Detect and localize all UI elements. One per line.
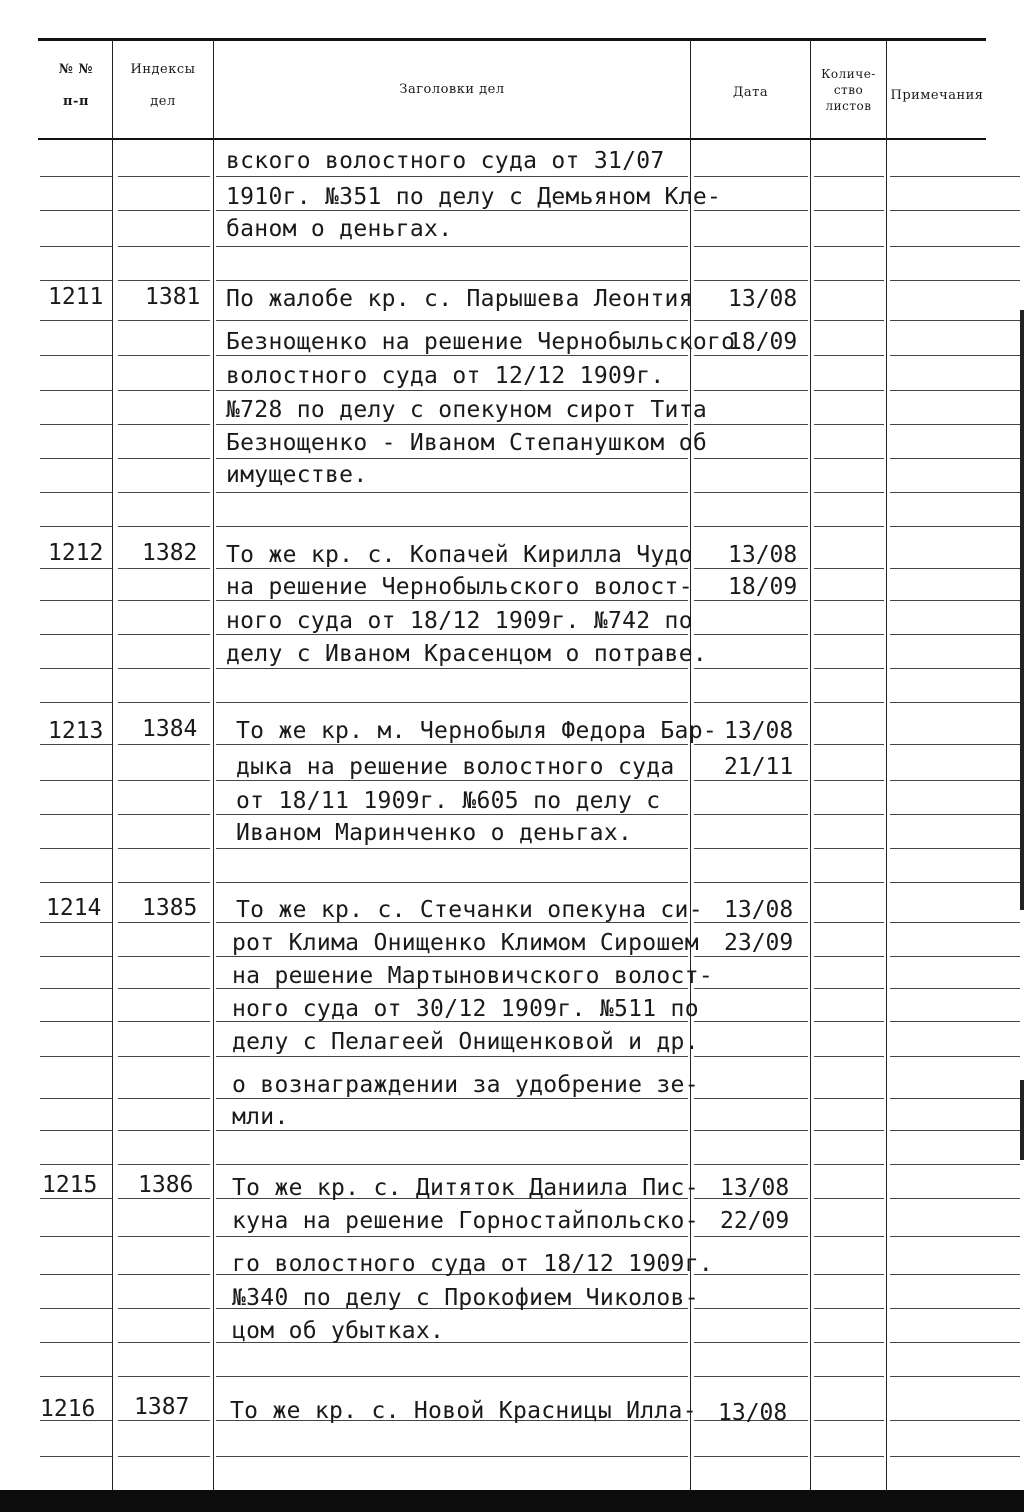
ruled-line [40,424,112,425]
ruled-line [216,568,688,569]
ruled-line [118,780,210,781]
header-col-count-line3: листов [825,99,872,113]
ruled-line [40,882,112,883]
entry-title-line: имуществе. [226,462,368,488]
ruled-line [694,780,808,781]
ruled-line [118,1376,210,1377]
header-bottom-rule [38,138,986,140]
ruled-line [216,848,688,849]
ruled-line [814,1274,884,1275]
ruled-line [118,1342,210,1343]
ruled-line [40,988,112,989]
ruled-line [118,1164,210,1165]
ruled-line [890,1456,1020,1457]
ruled-line [216,1376,688,1377]
ruled-line [890,1308,1020,1309]
ruled-line [118,568,210,569]
ruled-line [118,424,210,425]
ruled-line [814,568,884,569]
entry-title-line: дыка на решение волостного суда [236,754,675,780]
entry-title-line: То же кр. с. Стечанки опекуна си- [236,897,703,923]
ruled-line [814,320,884,321]
header-col-count-line2: ство [833,83,864,97]
ruled-line [40,568,112,569]
entry-title-line: №340 по делу с Прокофием Чиколов- [232,1285,699,1311]
entry-title-line: Безнощенко - Иваном Степанушком об [226,430,708,456]
ruled-line [890,1236,1020,1237]
entry-title-line: Иваном Маринченко о деньгах. [236,820,633,846]
ruled-line [118,210,210,211]
ruled-line [40,1164,112,1165]
ruled-line [40,210,112,211]
ruled-line [216,526,688,527]
ruled-line [694,1456,808,1457]
ruled-line [814,355,884,356]
ruled-line [814,1236,884,1237]
entry-title-line: го волостного суда от 18/12 1909г. [232,1251,714,1277]
ruled-line [694,526,808,527]
ruled-line [890,176,1020,177]
entry-number: 1215 [42,1172,98,1198]
ruled-line [118,1274,210,1275]
ruled-line [694,1021,808,1022]
ruled-line [890,1198,1020,1199]
header-col-number [40,60,112,112]
entry-index: 1382 [142,540,198,566]
ruled-line [814,1420,884,1421]
ruled-line [40,492,112,493]
ruled-line [118,1056,210,1057]
ruled-line [890,1056,1020,1057]
ruled-line [814,668,884,669]
ruled-line [890,458,1020,459]
entry-date-end: 22/09 [720,1208,790,1234]
entry-title-line: на решение Мартыновичского волост- [232,963,714,989]
ruled-line [216,1098,688,1099]
ruled-line [814,814,884,815]
entry-date-end: 18/09 [728,329,798,355]
entry-title-line: То же кр. м. Чернобыля Федора Бар- [236,718,718,744]
ruled-line [890,1021,1020,1022]
ruled-line [814,492,884,493]
entry-title-line: По жалобе кр. с. Парышева Леонтия [226,286,693,312]
ruled-line [694,744,808,745]
ruled-line [890,780,1020,781]
entry-date-start: 13/08 [728,542,798,568]
header-col-index [113,60,213,112]
ruled-line [890,1376,1020,1377]
ruled-line [814,634,884,635]
entry-title-line: цом об убытках. [232,1318,445,1344]
column-divider [886,40,887,1490]
scan-bottom-edge [0,1490,1024,1512]
ruled-line [890,355,1020,356]
entry-title-line: мли. [232,1104,289,1130]
ruled-line [118,956,210,957]
ruled-line [694,702,808,703]
ruled-line [890,246,1020,247]
ruled-line [216,355,688,356]
page-edge-shadow [1020,1080,1024,1160]
header-col-notes: Примечания [890,88,984,103]
ruled-line [40,702,112,703]
ruled-line [694,355,808,356]
entry-index: 1387 [134,1394,190,1420]
ruled-line [40,1342,112,1343]
ruled-line [118,1308,210,1309]
ruled-line [40,1021,112,1022]
ruled-line [694,458,808,459]
column-divider [112,40,113,1490]
header-col-count-line1: Количе- [821,67,876,81]
header-col-date: Дата [732,85,769,100]
ruled-line [40,176,112,177]
entry-number: 1216 [40,1396,96,1422]
ruled-line [118,526,210,527]
ruled-line [118,492,210,493]
ruled-line [40,526,112,527]
ruled-line [814,1456,884,1457]
ruled-line [40,390,112,391]
ruled-line [890,210,1020,211]
ruled-line [40,600,112,601]
entry-date-end: 23/09 [724,930,794,956]
ruled-line [890,568,1020,569]
ruled-line [694,320,808,321]
ruled-line [814,956,884,957]
page-edge-shadow [1020,310,1024,910]
ruled-line [814,922,884,923]
ruled-line [118,1456,210,1457]
ruled-line [40,814,112,815]
ruled-line [890,320,1020,321]
ruled-line [118,744,210,745]
entry-title-line: баном о деньгах. [226,216,453,242]
header-col-index-line1: Индексы [130,62,196,77]
ruled-line [40,458,112,459]
ruled-line [40,246,112,247]
ruled-line [814,600,884,601]
ruled-line [216,210,688,211]
ruled-line [694,246,808,247]
ruled-line [814,458,884,459]
entry-number: 1213 [48,718,104,744]
header-col-title: Заголовки дел [399,82,505,97]
ruled-line [890,424,1020,425]
ruled-line [890,1274,1020,1275]
ruled-line [814,882,884,883]
ruled-line [890,1098,1020,1099]
ruled-line [694,210,808,211]
ruled-line [814,1021,884,1022]
ruled-line [814,988,884,989]
ruled-line [890,702,1020,703]
ruled-line [694,600,808,601]
ruled-line [814,702,884,703]
ruled-line [814,1308,884,1309]
ruled-line [694,1342,808,1343]
ruled-line [118,848,210,849]
ruled-line [216,600,688,601]
ruled-line [40,780,112,781]
ruled-line [814,390,884,391]
ruled-line [694,568,808,569]
ruled-line [890,492,1020,493]
entry-index: 1381 [145,284,201,310]
entry-title-line: на решение Чернобыльского волост- [226,574,693,600]
ruled-line [216,634,688,635]
entry-title-line: ного суда от 30/12 1909г. №511 по [232,996,699,1022]
ruled-line [118,668,210,669]
header-col-index-line2: дел [150,94,176,109]
ruled-line [890,1420,1020,1421]
ruled-line [890,1130,1020,1131]
entry-number: 1214 [46,895,102,921]
ruled-line [40,320,112,321]
ruled-line [118,1130,210,1131]
ruled-line [694,956,808,957]
ruled-line [118,280,210,281]
ruled-line [40,956,112,957]
ruled-line [40,1056,112,1057]
ruled-line [814,176,884,177]
entry-title-line: делу с Пелагеей Онищенковой и др. [232,1029,699,1055]
ruled-line [814,424,884,425]
ruled-line [216,744,688,745]
header-top-rule [38,38,986,41]
ruled-line [890,390,1020,391]
ruled-line [118,176,210,177]
entry-number: 1211 [48,284,104,310]
entry-title-line: Безнощенко на решение Чернобыльского [226,329,736,355]
ruled-line [890,280,1020,281]
entry-date-end: 21/11 [724,754,794,780]
ruled-line [694,176,808,177]
entry-title-line: рот Клима Онищенко Климом Сирошем [232,930,699,956]
ruled-line [118,600,210,601]
ruled-line [890,526,1020,527]
entry-title-line: То же кр. с. Дитяток Даниила Пис- [232,1175,699,1201]
ruled-line [694,1308,808,1309]
ruled-line [216,668,688,669]
ruled-line [40,1456,112,1457]
ruled-line [118,922,210,923]
entry-date-start: 13/08 [728,286,798,312]
ruled-line [118,1198,210,1199]
ruled-line [118,1236,210,1237]
ruled-line [118,320,210,321]
ruled-line [814,1056,884,1057]
ruled-line [890,1342,1020,1343]
column-divider [810,40,811,1490]
ruled-line [216,320,688,321]
ruled-line [40,848,112,849]
ruled-line [890,922,1020,923]
ruled-line [216,1056,688,1057]
ruled-line [814,246,884,247]
header-col-count [811,66,886,114]
ruled-line [814,848,884,849]
entry-title-line: волостного суда от 12/12 1909г. [226,363,665,389]
ruled-line [890,956,1020,957]
ruled-line [40,1308,112,1309]
ruled-line [216,246,688,247]
ruled-line [216,1164,688,1165]
entry-date-start: 13/08 [718,1400,788,1426]
ruled-line [694,390,808,391]
header-col-number-line1: № № [58,62,94,77]
entry-title-line: о вознаграждении за удобрение зе- [232,1072,699,1098]
ruled-line [814,1164,884,1165]
ruled-line [216,1456,688,1457]
ruled-line [694,848,808,849]
entry-title-line: вского волостного суда от 31/07 [226,148,665,174]
entry-number: 1212 [48,540,104,566]
ruled-line [40,280,112,281]
entry-title-line: То же кр. с. Новой Красницы Илла- [230,1398,697,1424]
ruled-line [40,1236,112,1237]
ruled-line [40,1198,112,1199]
ruled-line [216,780,688,781]
ruled-line [216,956,688,957]
ruled-line [694,882,808,883]
ruled-line [814,744,884,745]
ruled-line [694,668,808,669]
entry-title-line: ного суда от 18/12 1909г. №742 по [226,608,693,634]
ruled-line [118,702,210,703]
ruled-line [694,492,808,493]
ruled-line [118,458,210,459]
ruled-line [216,1130,688,1131]
ruled-line [40,1130,112,1131]
ruled-line [694,1236,808,1237]
ruled-line [40,355,112,356]
entry-date-start: 13/08 [724,897,794,923]
entry-title-line: делу с Иваном Красенцом о потраве. [226,641,708,667]
ruled-line [694,1056,808,1057]
ruled-line [118,390,210,391]
ruled-line [216,702,688,703]
ruled-line [890,600,1020,601]
entry-date-start: 13/08 [724,718,794,744]
ruled-line [118,634,210,635]
ruled-line [216,492,688,493]
ruled-line [890,1164,1020,1165]
ruled-line [890,848,1020,849]
ruled-line [216,280,688,281]
ruled-line [814,280,884,281]
ruled-line [118,1021,210,1022]
ruled-line [40,634,112,635]
ruled-line [216,882,688,883]
ruled-line [118,355,210,356]
ruled-line [118,1098,210,1099]
ruled-line [216,390,688,391]
ruled-line [118,988,210,989]
ruled-line [814,780,884,781]
entry-index: 1385 [142,895,198,921]
entry-title-line: куна на решение Горностайпольско- [232,1208,699,1234]
header-col-number-line2: п-п [63,94,89,109]
ruled-line [814,1098,884,1099]
ruled-line [40,744,112,745]
ruled-line [40,668,112,669]
entry-date-start: 13/08 [720,1175,790,1201]
ruled-line [118,246,210,247]
ruled-line [694,1164,808,1165]
ruled-line [890,882,1020,883]
ruled-line [890,634,1020,635]
ruled-line [40,1098,112,1099]
ruled-line [216,458,688,459]
ruled-line [890,814,1020,815]
ruled-line [814,1198,884,1199]
entry-title-line: 1910г. №351 по делу с Демьяном Кле- [226,184,722,210]
ruled-line [40,1376,112,1377]
ruled-line [118,814,210,815]
entry-index: 1384 [142,716,198,742]
ruled-line [118,1420,210,1421]
ruled-line [814,1130,884,1131]
ruled-line [216,424,688,425]
ruled-line [890,744,1020,745]
ruled-line [694,424,808,425]
column-divider [213,40,214,1490]
ruled-line [694,634,808,635]
ruled-line [40,1274,112,1275]
entry-date-end: 18/09 [728,574,798,600]
entry-title-line: То же кр. с. Копачей Кирилла Чудо [226,542,693,568]
ruled-line [216,1236,688,1237]
ruled-line [694,1130,808,1131]
entry-title-line: №728 по делу с опекуном сирот Тита [226,397,708,423]
ruled-line [216,176,688,177]
ruled-line [118,882,210,883]
ruled-line [890,988,1020,989]
ruled-line [694,814,808,815]
ruled-line [814,1342,884,1343]
ruled-line [40,922,112,923]
ruled-line [814,210,884,211]
ruled-line [694,1098,808,1099]
ruled-line [694,1376,808,1377]
ruled-line [890,668,1020,669]
ruled-line [216,814,688,815]
entry-index: 1386 [138,1172,194,1198]
ruled-line [814,1376,884,1377]
ruled-line [814,526,884,527]
ruled-line [694,280,808,281]
entry-title-line: от 18/11 1909г. №605 по делу с [236,788,661,814]
